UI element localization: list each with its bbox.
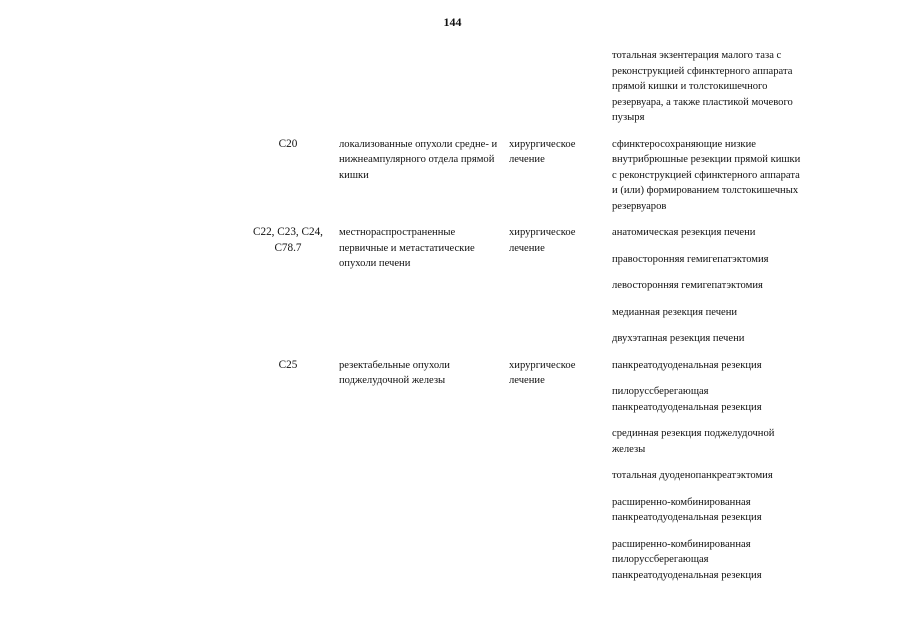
icd-code-line: C78.7	[274, 241, 302, 254]
method-item: пилоруссберегающая панкреатодуоденальная резекция	[612, 386, 762, 413]
procedures-table	[243, 48, 806, 583]
method-item: расширенно-комбинированная пилоруссберегающая панкреатодуоденальная резекция	[612, 538, 762, 581]
icd-code-line: C22, C23, C24,	[253, 226, 323, 238]
table-row	[243, 225, 806, 347]
method-item: анатомическая резекция печени	[612, 227, 756, 238]
method-item: тотальная дуоденопанкреатэктомия	[612, 470, 773, 481]
method-item: правосторонняя гемигепатэктомия	[612, 253, 769, 265]
method-item: левосторонняя гемигепатэктомия	[612, 280, 763, 291]
method-item: срединная резекция поджелудочной железы	[612, 428, 775, 455]
method-cell	[606, 48, 806, 126]
table-row	[243, 48, 806, 126]
icd-code-cell: C25	[278, 358, 298, 371]
method-item: тотальная экзентерация малого таза с реконструкцией сфинктерного аппарата прямой кишки и толстокишечного резервуара, а также пластикой мочевого пузыря	[612, 50, 793, 123]
method-cell	[606, 225, 806, 347]
page-number: 144	[443, 15, 462, 29]
table-row	[243, 358, 806, 584]
table-row	[243, 137, 806, 215]
treatment-cell: хирургическое лечение	[509, 359, 576, 386]
method-item: медианная резекция печени	[612, 306, 738, 318]
disease-cell: местнораспространенные первичные и метастатические опухоли печени	[339, 227, 475, 269]
method-item: панкреатодуоденальная резекция	[612, 359, 762, 371]
icd-code-cell: C20	[278, 137, 298, 150]
treatment-cell: хирургическое лечение	[509, 227, 576, 254]
icd-code-cell	[243, 225, 333, 256]
method-item: двухэтапная резекция печени	[612, 333, 745, 344]
disease-cell: локализованные опухоли средне- и нижнеампулярного отдела прямой кишки	[339, 138, 498, 181]
method-cell	[606, 358, 806, 584]
method-item: расширенно-комбинированная панкреатодуоденальная резекция	[612, 496, 762, 523]
disease-cell: резектабельные опухоли поджелудочной железы	[339, 359, 450, 386]
method-item: сфинктеросохраняющие низкие внутрибрюшные резекции прямой кишки с реконструкцией сфинктерного аппарата и (или) формированием толстокишечных резервуаров	[612, 138, 801, 212]
treatment-cell: хирургическое лечение	[509, 138, 576, 165]
method-cell	[606, 137, 806, 215]
